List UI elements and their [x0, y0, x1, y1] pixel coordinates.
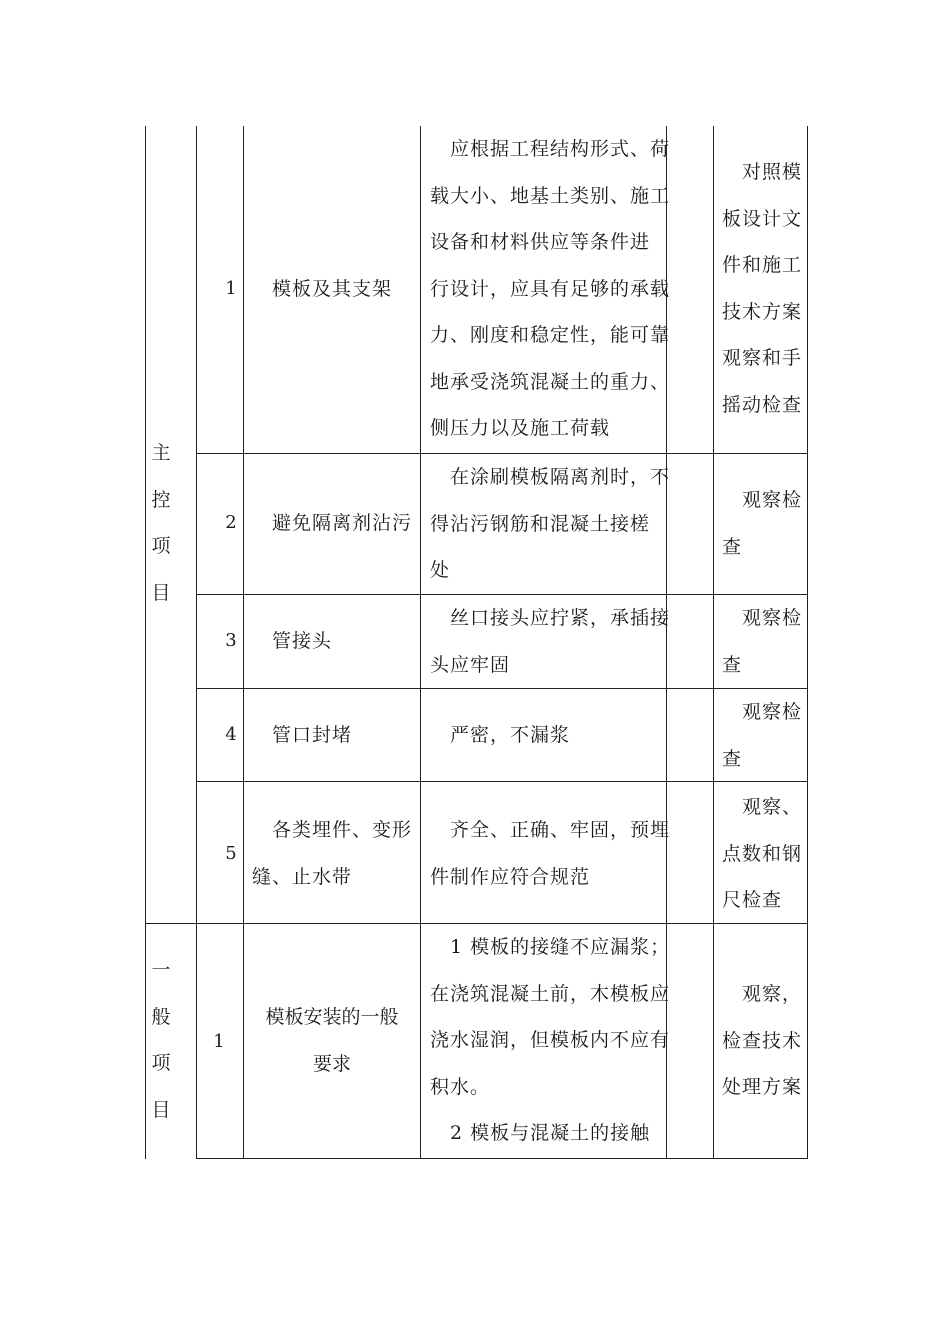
inspection-method: 对照模 板设计文 件和施工 技术方案 观察和手 摇动检查 — [722, 161, 803, 416]
item-name: 避免隔离剂沾污 — [272, 512, 413, 534]
inspection-method: 观察检 查 — [722, 489, 803, 558]
item-name: 管接头 — [272, 630, 333, 652]
table-border-right — [807, 126, 808, 1159]
inspection-method: 观察检 查 — [722, 607, 803, 676]
row-divider — [196, 781, 808, 782]
row-divider — [196, 688, 808, 689]
requirement-text: 在涂刷模板隔离剂时，不 得沾污钢筋和混凝土接槎 处 — [430, 466, 671, 581]
item-name: 各类埋件、变形 缝、止水带 — [252, 819, 413, 888]
item-name: 模板安装的一般 要求 — [265, 1006, 399, 1075]
inspection-method: 观察、 点数和钢 尺检查 — [722, 796, 803, 911]
row-number: 3 — [225, 630, 237, 651]
row-number: 2 — [225, 512, 237, 533]
table-col-line — [196, 126, 197, 1159]
row-number: 1 — [225, 278, 237, 299]
requirement-text: 丝口接头应拧紧，承插接 头应牢固 — [430, 607, 671, 676]
table-col-line — [713, 126, 714, 1159]
requirement-text: 齐全、正确、牢固，预埋 件制作应符合规范 — [430, 819, 671, 888]
requirement-text: 1 模板的接缝不应漏浆； 在浇筑混凝土前，木模板应 浇水湿润，但模板内不应有 积水。 2 模板与混凝土的接触 — [430, 936, 671, 1144]
item-name: 管口封堵 — [272, 724, 353, 746]
inspection-method: 观察检 查 — [722, 701, 803, 770]
row-number: 4 — [225, 724, 237, 745]
table-border-bottom — [196, 1158, 808, 1159]
inspection-method: 观察， 检查技术 处理方案 — [722, 983, 803, 1098]
item-name: 模板及其支架 — [272, 278, 393, 300]
requirement-text: 严密，不漏浆 — [430, 724, 571, 746]
table-col-line — [420, 126, 421, 1159]
category-general: 一 般 项 目 — [151, 959, 171, 1121]
category-main-control: 主 控 项 目 — [151, 442, 171, 604]
row-number: 1 — [213, 1031, 225, 1052]
row-number: 5 — [225, 843, 237, 864]
requirement-text: 应根据工程结构形式、荷 载大小、地基土类别、施工 设备和材料供应等条件进 行设计，应具有足够的承载 力、刚度和稳定性，能可靠 地承受浇筑混凝土的重力、 侧压力以及施工荷载 — [430, 138, 671, 439]
